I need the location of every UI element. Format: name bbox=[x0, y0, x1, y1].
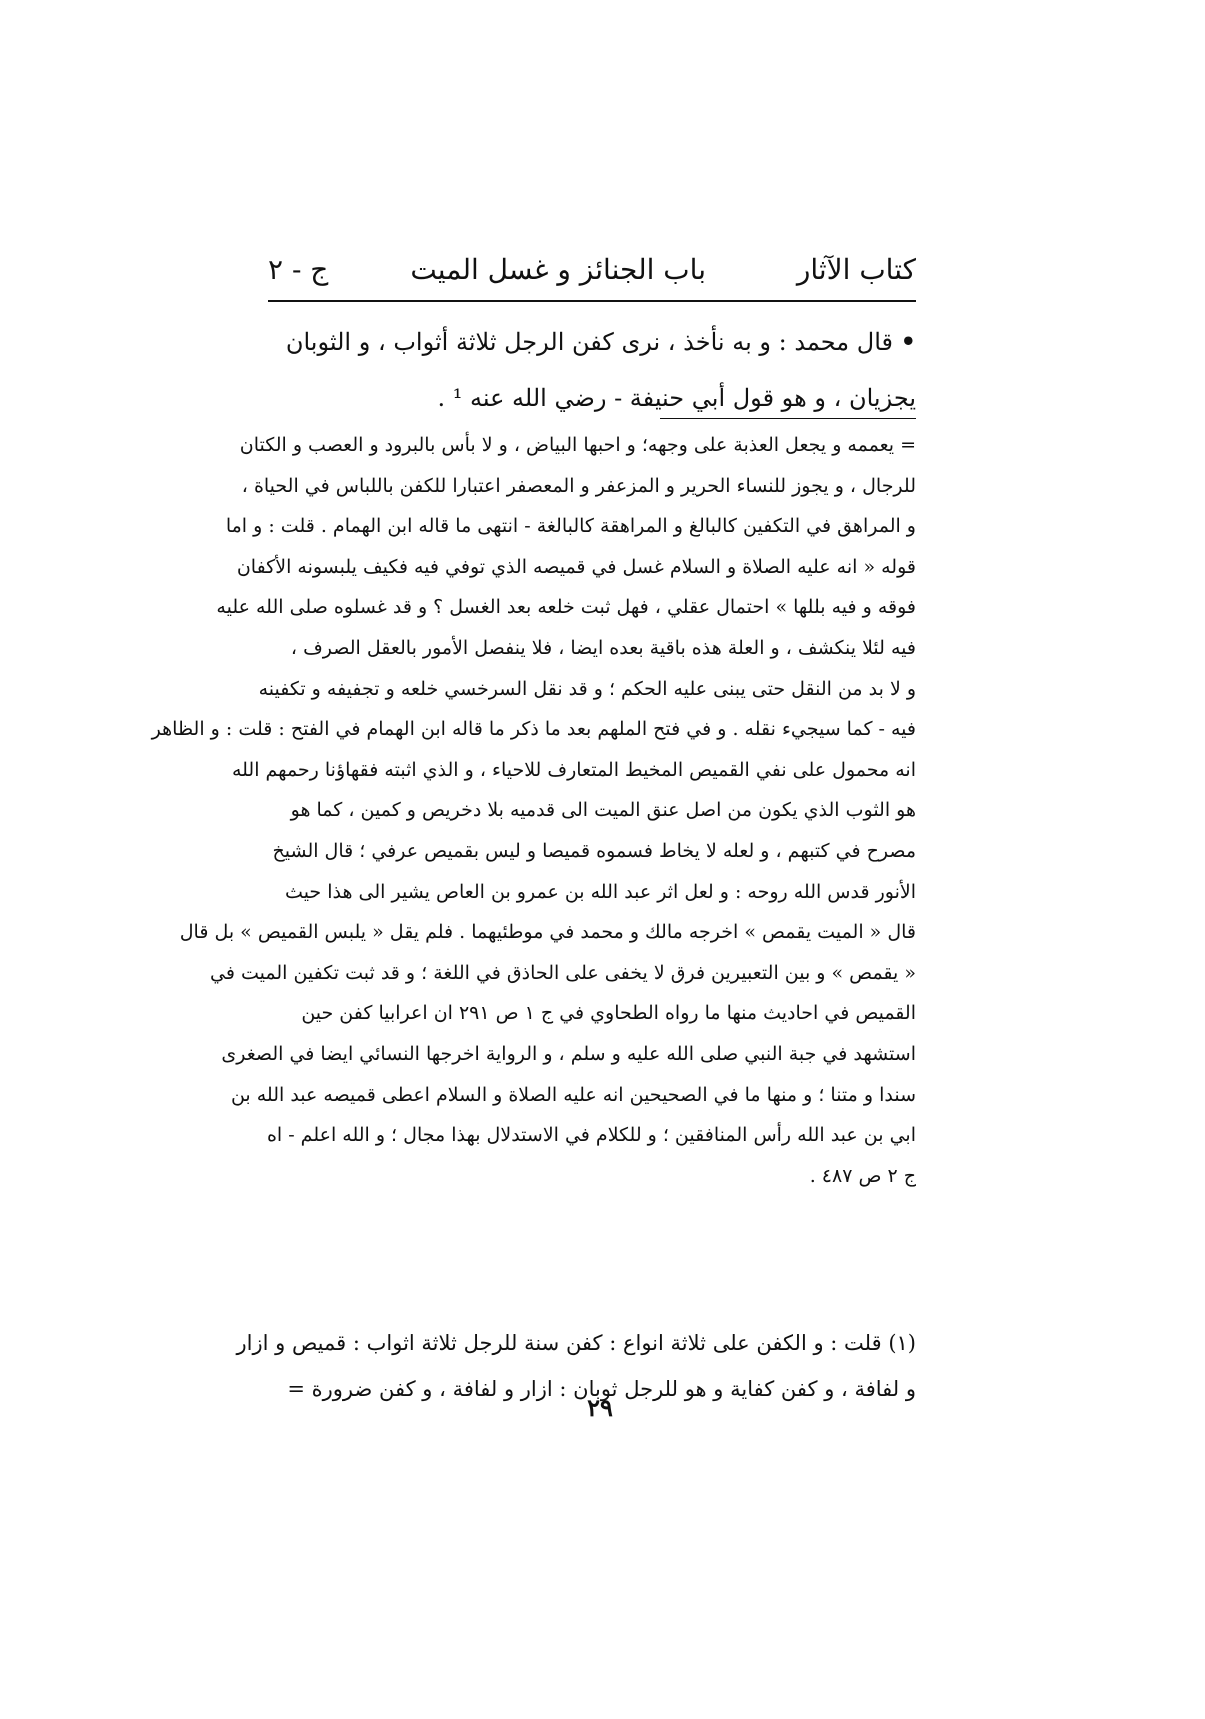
commentary-notes bbox=[151, 425, 916, 1196]
note-line: فيه - كما سيجيء نقله . و في فتح الملهم بعد ما ذكر ما قاله ابن الهمام في الفتح : قلت : و الظاهر bbox=[151, 718, 916, 741]
page-number: ٢٩ bbox=[587, 1393, 613, 1422]
note-line: = يعممه و يجعل العذبة على وجهه؛ و احبها البياض ، و لا بأس بالبرود و العصب و الكتان bbox=[239, 434, 916, 456]
note-line: ابي بن عبد الله رأس المنافقين ؛ و للكلام في الاستدلال بهذا مجال ؛ و الله اعلم - اه bbox=[266, 1124, 916, 1147]
note-line: « يقمص » و بين التعبيرين فرق لا يخفى على الحاذق في اللغة ؛ و قد ثبت تكفين الميت في bbox=[210, 961, 916, 984]
note-line: الأنور قدس الله روحه : و لعل اثر عبد الله بن عمرو بن العاص يشير الى هذا حيث bbox=[285, 880, 916, 903]
chapter-title: باب الجنائز و غسل الميت bbox=[410, 253, 706, 286]
bullet-marker: • bbox=[900, 327, 916, 356]
header-rule bbox=[268, 300, 916, 302]
book-title: كتاب الآثار bbox=[796, 253, 916, 286]
note-line: فيه لئلا ينكشف ، و العلة هذه باقية بعده ايضا ، فلا ينفصل الأمور بالعقل الصرف ، bbox=[290, 636, 916, 659]
volume-number: ج - ٢ bbox=[268, 253, 329, 286]
main-text-rule bbox=[660, 418, 916, 419]
note-line: استشهد في جبة النبي صلى الله عليه و سلم ، و الرواية اخرجها النسائي ايضا في الصغرى bbox=[221, 1042, 916, 1065]
main-text bbox=[268, 314, 916, 426]
note-line: هو الثوب الذي يكون من اصل عنق الميت الى قدميه بلا دخريص و كمين ، كما هو bbox=[290, 799, 916, 822]
note-line: ج ٢ ص ٤٨٧ . bbox=[809, 1164, 916, 1187]
note-line: انه محمول على نفي القميص المخيط المتعارف للاحياء ، و الذي اثبته فقهاؤنا رحمهم الله bbox=[231, 758, 916, 781]
footnote-line: (١) قلت : و الكفن على ثلاثة انواع : كفن سنة للرجل ثلاثة اثواب : قميص و ازار bbox=[236, 1331, 916, 1355]
main-line-1 bbox=[268, 314, 916, 370]
note-line: مصرح في كتبهم ، و لعله لا يخاط فسموه قميصا و ليس بقميص عرفي ؛ قال الشيخ bbox=[272, 839, 916, 862]
note-line: القميص في احاديث منها ما رواه الطحاوي في ج ١ ص ٢٩١ ان اعرابيا كفن حين bbox=[301, 1002, 916, 1025]
note-line: سندا و متنا ؛ و منها ما في الصحيحين انه عليه الصلاة و السلام اعطى قميصه عبد الله بن bbox=[230, 1083, 916, 1106]
note-line: للرجال ، و يجوز للنساء الحرير و المزعفر و المعصفر اعتبارا للكفن باللباس في الحياة ، bbox=[241, 474, 916, 497]
main-text-line-2: يجزيان ، و هو قول أبي حنيفة - رضي الله عنه ¹ . bbox=[437, 384, 916, 412]
note-line: قوله « انه عليه الصلاة و السلام غسل في قميصه الذي توفي فيه فكيف يلبسونه الأكفان bbox=[236, 555, 916, 578]
note-line: و لا بد من النقل حتى يبنى عليه الحكم ؛ و قد نقل السرخسي خلعه و تجفيفه و تكفينه bbox=[258, 677, 916, 700]
footnote-line: و لفافة ، و كفن كفاية و هو للرجل ثوبان : ازار و لفافة ، و كفن ضرورة = bbox=[287, 1377, 916, 1401]
running-header bbox=[268, 247, 916, 293]
note-line: فوقه و فيه بللها » احتمال عقلي ، فهل ثبت خلعه بعد الغسل ؟ و قد غسلوه صلى الله عليه bbox=[216, 596, 916, 619]
note-line: قال « الميت يقمص » اخرجه مالك و محمد في موطئيهما . فلم يقل « يلبس القميص » بل قال bbox=[179, 921, 916, 944]
main-text-line-1: قال محمد : و به نأخذ ، نرى كفن الرجل ثلاثة أثواب ، و الثوبان bbox=[285, 328, 894, 356]
note-line: و المراهق في التكفين كالبالغ و المراهقة كالبالغة - انتهى ما قاله ابن الهمام . قلت : و اما bbox=[225, 515, 916, 538]
